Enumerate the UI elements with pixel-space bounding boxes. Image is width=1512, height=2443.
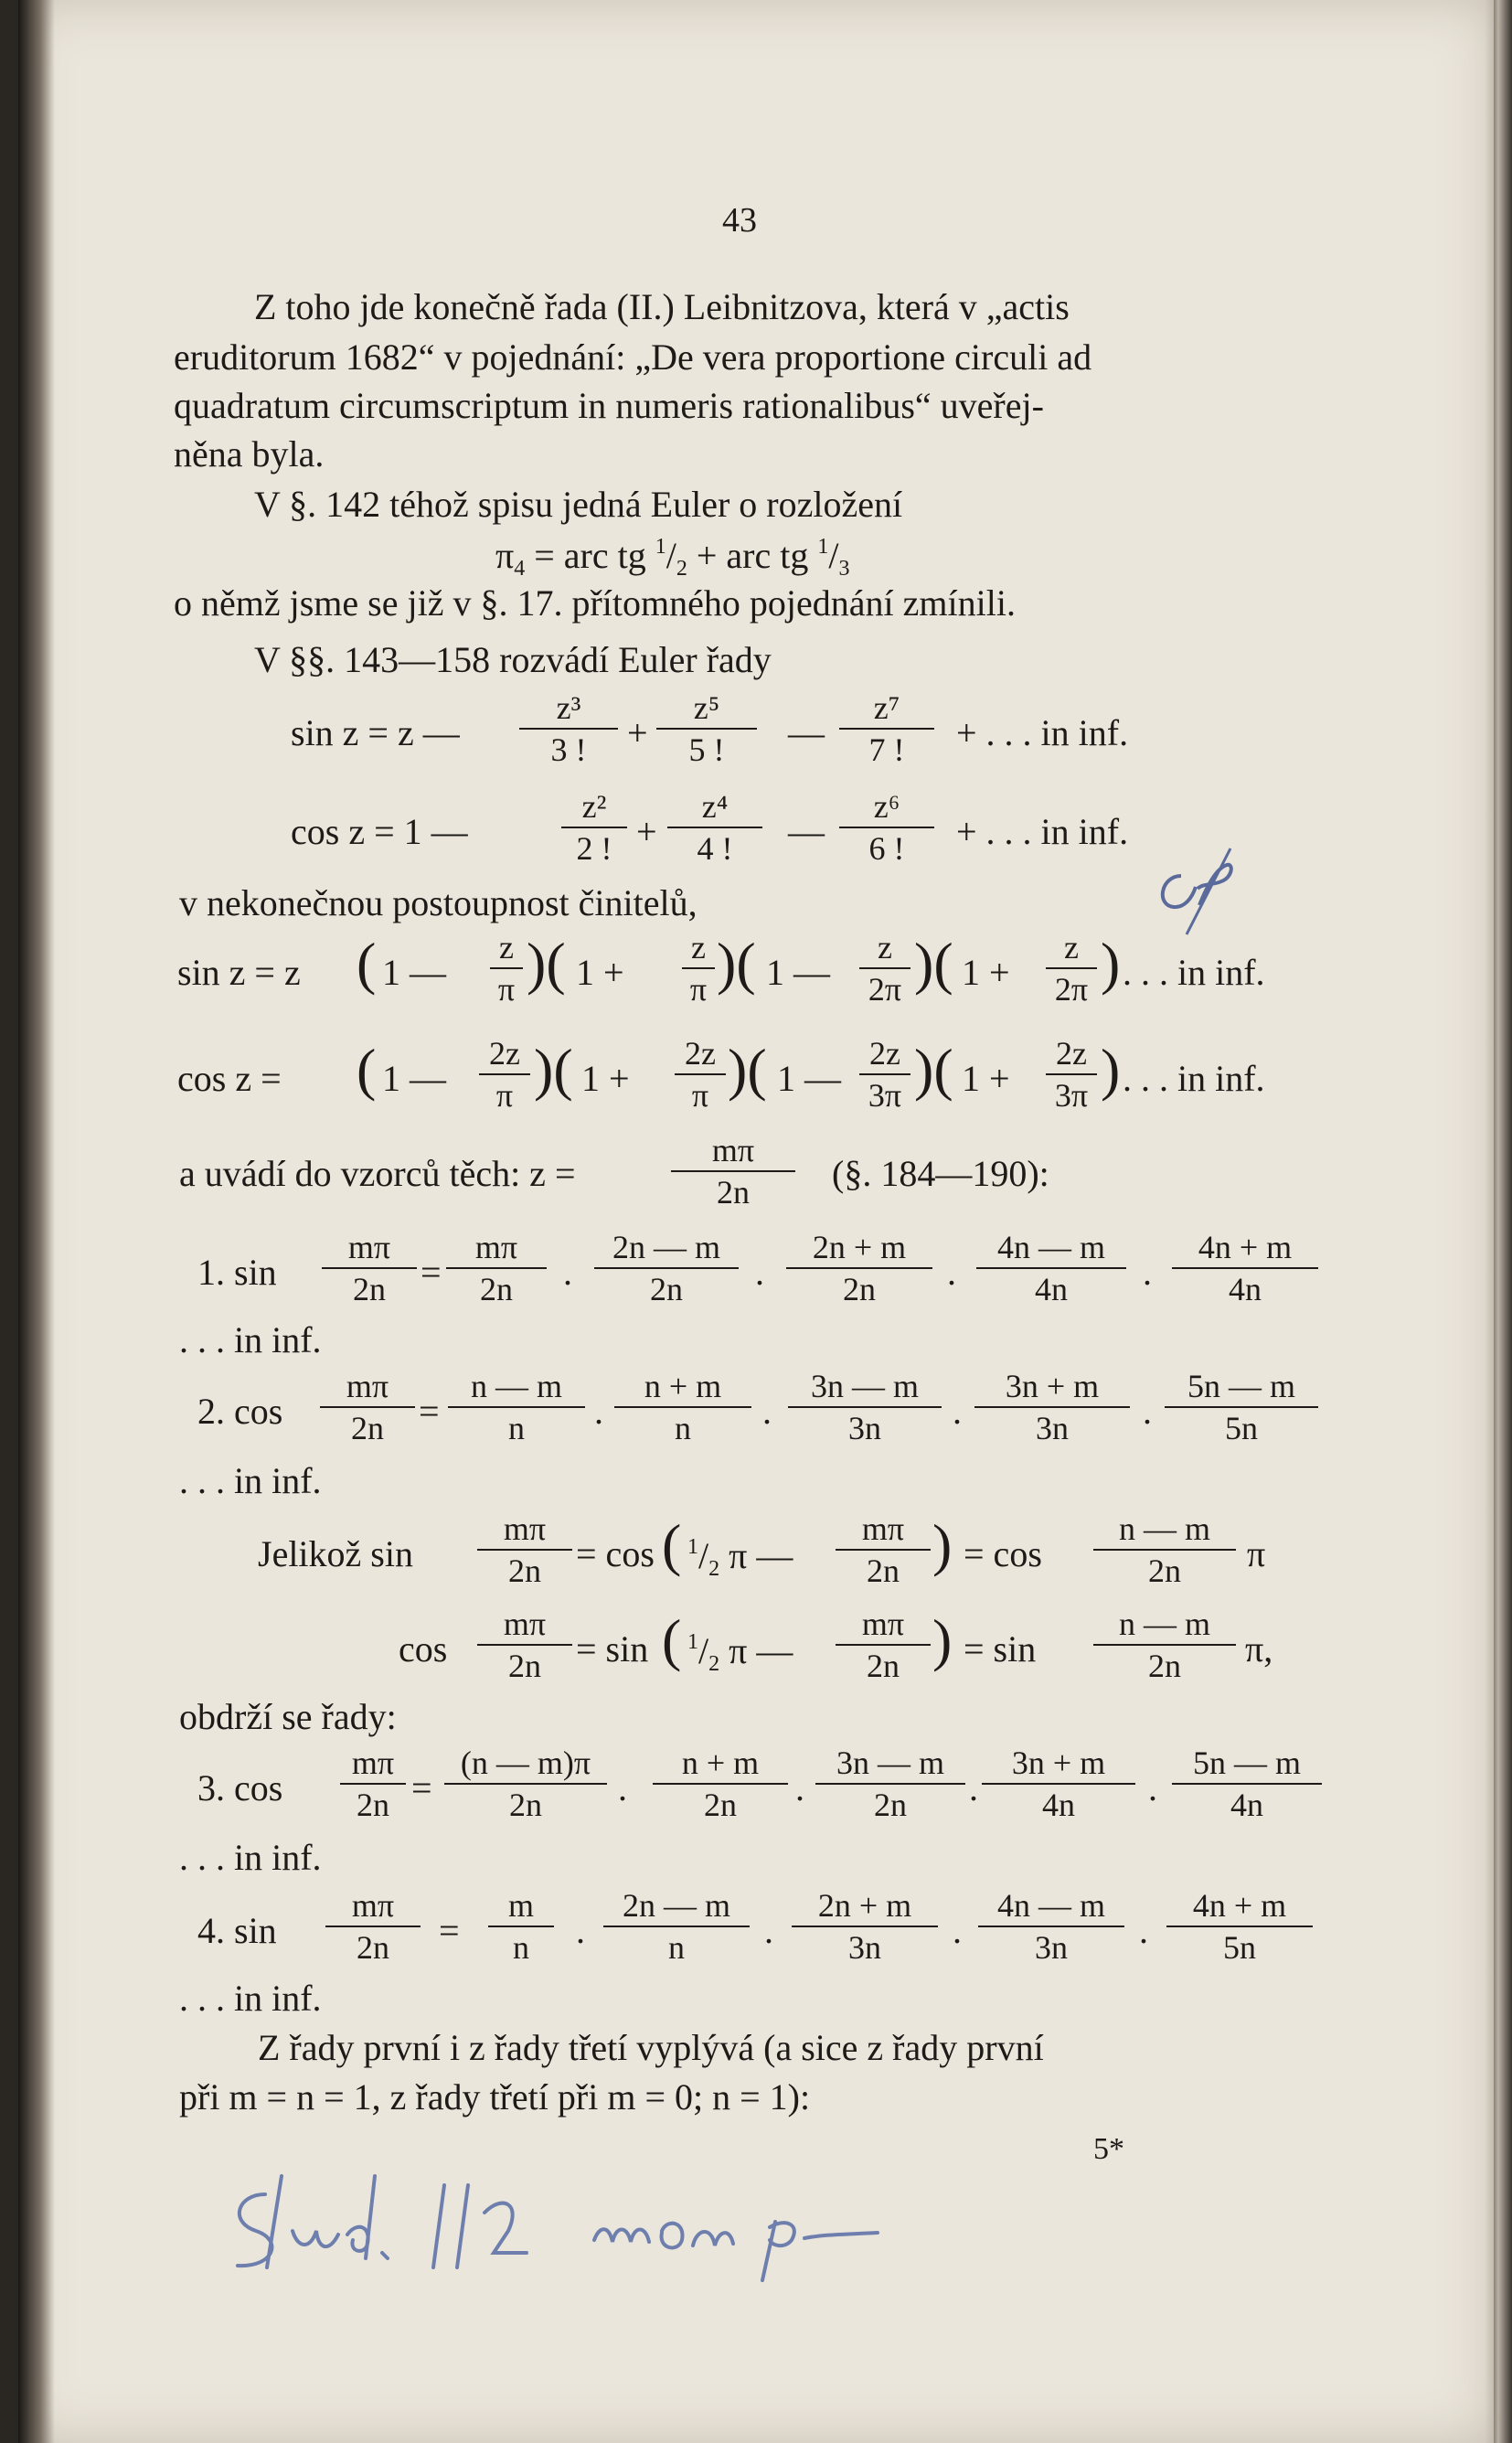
- sin-product-f4: z 2π: [1046, 931, 1097, 1006]
- cos-product-f4: 2z 3π: [1046, 1037, 1097, 1112]
- formula4-factor: 4n + m 5n: [1166, 1889, 1313, 1964]
- sin-series-op2: —: [788, 712, 825, 753]
- cos-product-tail: . . . in inf.: [1123, 1058, 1265, 1099]
- formula2-factor: n + m n: [614, 1370, 751, 1445]
- para2-line1: V §. 142 téhož spisu jedná Euler o rozložení: [254, 484, 903, 525]
- final-para-line1: Z řady první i z řady třetí vyplývá (a sice z řady první: [258, 2027, 1044, 2068]
- page-edge-shadow: [1485, 0, 1512, 2443]
- substitution-ref: (§. 184—190):: [832, 1153, 1049, 1194]
- cos-product-f4-pre: 1 +: [962, 1058, 1010, 1099]
- formula2-factor: n — m n: [448, 1370, 585, 1445]
- formula2-label: 2. cos: [197, 1391, 283, 1432]
- sin-product-f3: z 2π: [859, 931, 910, 1006]
- handwritten-pencil-note-icon: [210, 2158, 905, 2286]
- sin-series-lhs: sin z = z —: [291, 712, 460, 753]
- sin-product-f1: z π: [490, 931, 523, 1006]
- sin-series-op1: +: [627, 712, 648, 753]
- formula3-tail: . . . in inf.: [179, 1837, 322, 1878]
- formula3-factor: (n — m)π 2n: [444, 1746, 607, 1821]
- sin-product-f2-pre: 1 +: [576, 952, 624, 993]
- formula3-factor: 5n — m 4n: [1172, 1746, 1322, 1821]
- substitution-text: a uvádí do vzorců těch: z =: [179, 1153, 576, 1194]
- formula3-factor: 3n — m 2n: [815, 1746, 965, 1821]
- cos-product-f3-pre: 1 —: [777, 1058, 841, 1099]
- formula1-factor: 4n — m 4n: [976, 1231, 1126, 1306]
- formula4-tail: . . . in inf.: [179, 1978, 322, 2019]
- formula2-tail: . . . in inf.: [179, 1460, 322, 1501]
- handwritten-margin-mark-icon: [1143, 841, 1243, 942]
- formula4-factor: 2n — m n: [603, 1889, 750, 1964]
- formula3-label: 3. cos: [197, 1767, 283, 1808]
- formula1-factor: 4n + m 4n: [1172, 1231, 1318, 1306]
- sin-series-term3: z⁷ 7 !: [839, 691, 934, 766]
- signature-mark: 5*: [1093, 2132, 1124, 2166]
- formula1-label: 1. sin: [197, 1252, 277, 1293]
- formula3-lhs: mπ 2n: [340, 1746, 406, 1821]
- formula3-factor: n + m 2n: [653, 1746, 788, 1821]
- final-para-line2: při m = n = 1, z řady třetí při m = 0; n = 1):: [179, 2076, 811, 2118]
- cos-series-op1: +: [636, 811, 657, 852]
- formula1-tail: . . . in inf.: [179, 1319, 322, 1360]
- cos-product-f2-pre: 1 +: [581, 1058, 630, 1099]
- page-spine-shadow: [18, 0, 55, 2443]
- pi4-formula: $\pi_4$ = arc tg $^1/_2$ + arc tg $^1/_3$: [495, 535, 850, 581]
- cos-product-f3: 2z 3π: [859, 1037, 910, 1112]
- formula4-factor: 2n + m 3n: [792, 1889, 938, 1964]
- formula1-factor: 2n — m 2n: [594, 1231, 739, 1306]
- cos-series-op2: —: [788, 811, 825, 852]
- formula4-factor: 4n — m 3n: [978, 1889, 1124, 1964]
- formula3-factor: 3n + m 4n: [982, 1746, 1135, 1821]
- formula2-factor: 5n — m 5n: [1165, 1370, 1318, 1445]
- sin-product-f1-pre: 1 —: [382, 952, 446, 993]
- cos-product-f1: 2z π: [479, 1037, 530, 1112]
- sin-product-lhs: sin z = z: [177, 952, 301, 993]
- formula2-lhs: mπ 2n: [320, 1370, 415, 1445]
- para2-end: o němž jsme se již v §. 17. přítomného pojednání zmínili.: [174, 582, 1016, 624]
- formula2-factor: 3n — m 3n: [788, 1370, 942, 1445]
- para1-line2: eruditorum 1682“ v pojednání: „De vera proportione circuli ad: [174, 336, 1092, 378]
- sin-series-term2: z⁵ 5 !: [656, 691, 757, 766]
- page-number: 43: [722, 201, 757, 240]
- sin-product-f4-pre: 1 +: [962, 952, 1010, 993]
- cos-series-lhs: cos z = 1 —: [291, 811, 468, 852]
- para3-line1: V §§. 143—158 rozvádí Euler řady: [254, 639, 772, 680]
- para1-line1: Z toho jde konečně řada (II.) Leibnitzova, která v „actis: [254, 286, 1070, 327]
- formula1-factor: mπ 2n: [446, 1231, 547, 1306]
- formula1-factor: 2n + m 2n: [786, 1231, 932, 1306]
- para1-line4: něna byla.: [174, 433, 325, 475]
- cos-series-term2: z⁴ 4 !: [667, 790, 762, 865]
- sin-product-tail: . . . in inf.: [1123, 952, 1265, 993]
- formula2-factor: 3n + m 3n: [974, 1370, 1130, 1445]
- product-intro: v nekonečnou postoupnost činitelů,: [179, 882, 697, 923]
- cos-product-lhs: cos z =: [177, 1058, 282, 1099]
- cos-product-f1-pre: 1 —: [382, 1058, 446, 1099]
- para1-line3: quadratum circumscriptum in numeris rationalibus“ uveřej-: [174, 385, 1044, 426]
- substitution-frac: mπ 2n: [671, 1134, 795, 1209]
- formula4-lhs: mπ 2n: [325, 1889, 421, 1964]
- jelikoz-pre: Jelikož sin: [258, 1533, 413, 1574]
- cos-product-f2: 2z π: [675, 1037, 726, 1112]
- formula1-lhs: mπ 2n: [322, 1231, 417, 1306]
- formula4-factor: m n: [488, 1889, 554, 1964]
- cos-series-term3: z⁶ 6 !: [839, 790, 934, 865]
- sin-series-term1: z³ 3 !: [519, 691, 618, 766]
- sin-product-f2: z π: [682, 931, 715, 1006]
- sin-product-f3-pre: 1 —: [766, 952, 830, 993]
- obdrzi-text: obdrží se řady:: [179, 1696, 397, 1737]
- cos-line-pre: cos: [399, 1628, 448, 1670]
- formula4-label: 4. sin: [197, 1910, 277, 1951]
- cos-series-term1: z² 2 !: [561, 790, 627, 865]
- sin-series-tail: + . . . in inf.: [956, 712, 1129, 753]
- cos-series-tail: + . . . in inf.: [956, 811, 1129, 852]
